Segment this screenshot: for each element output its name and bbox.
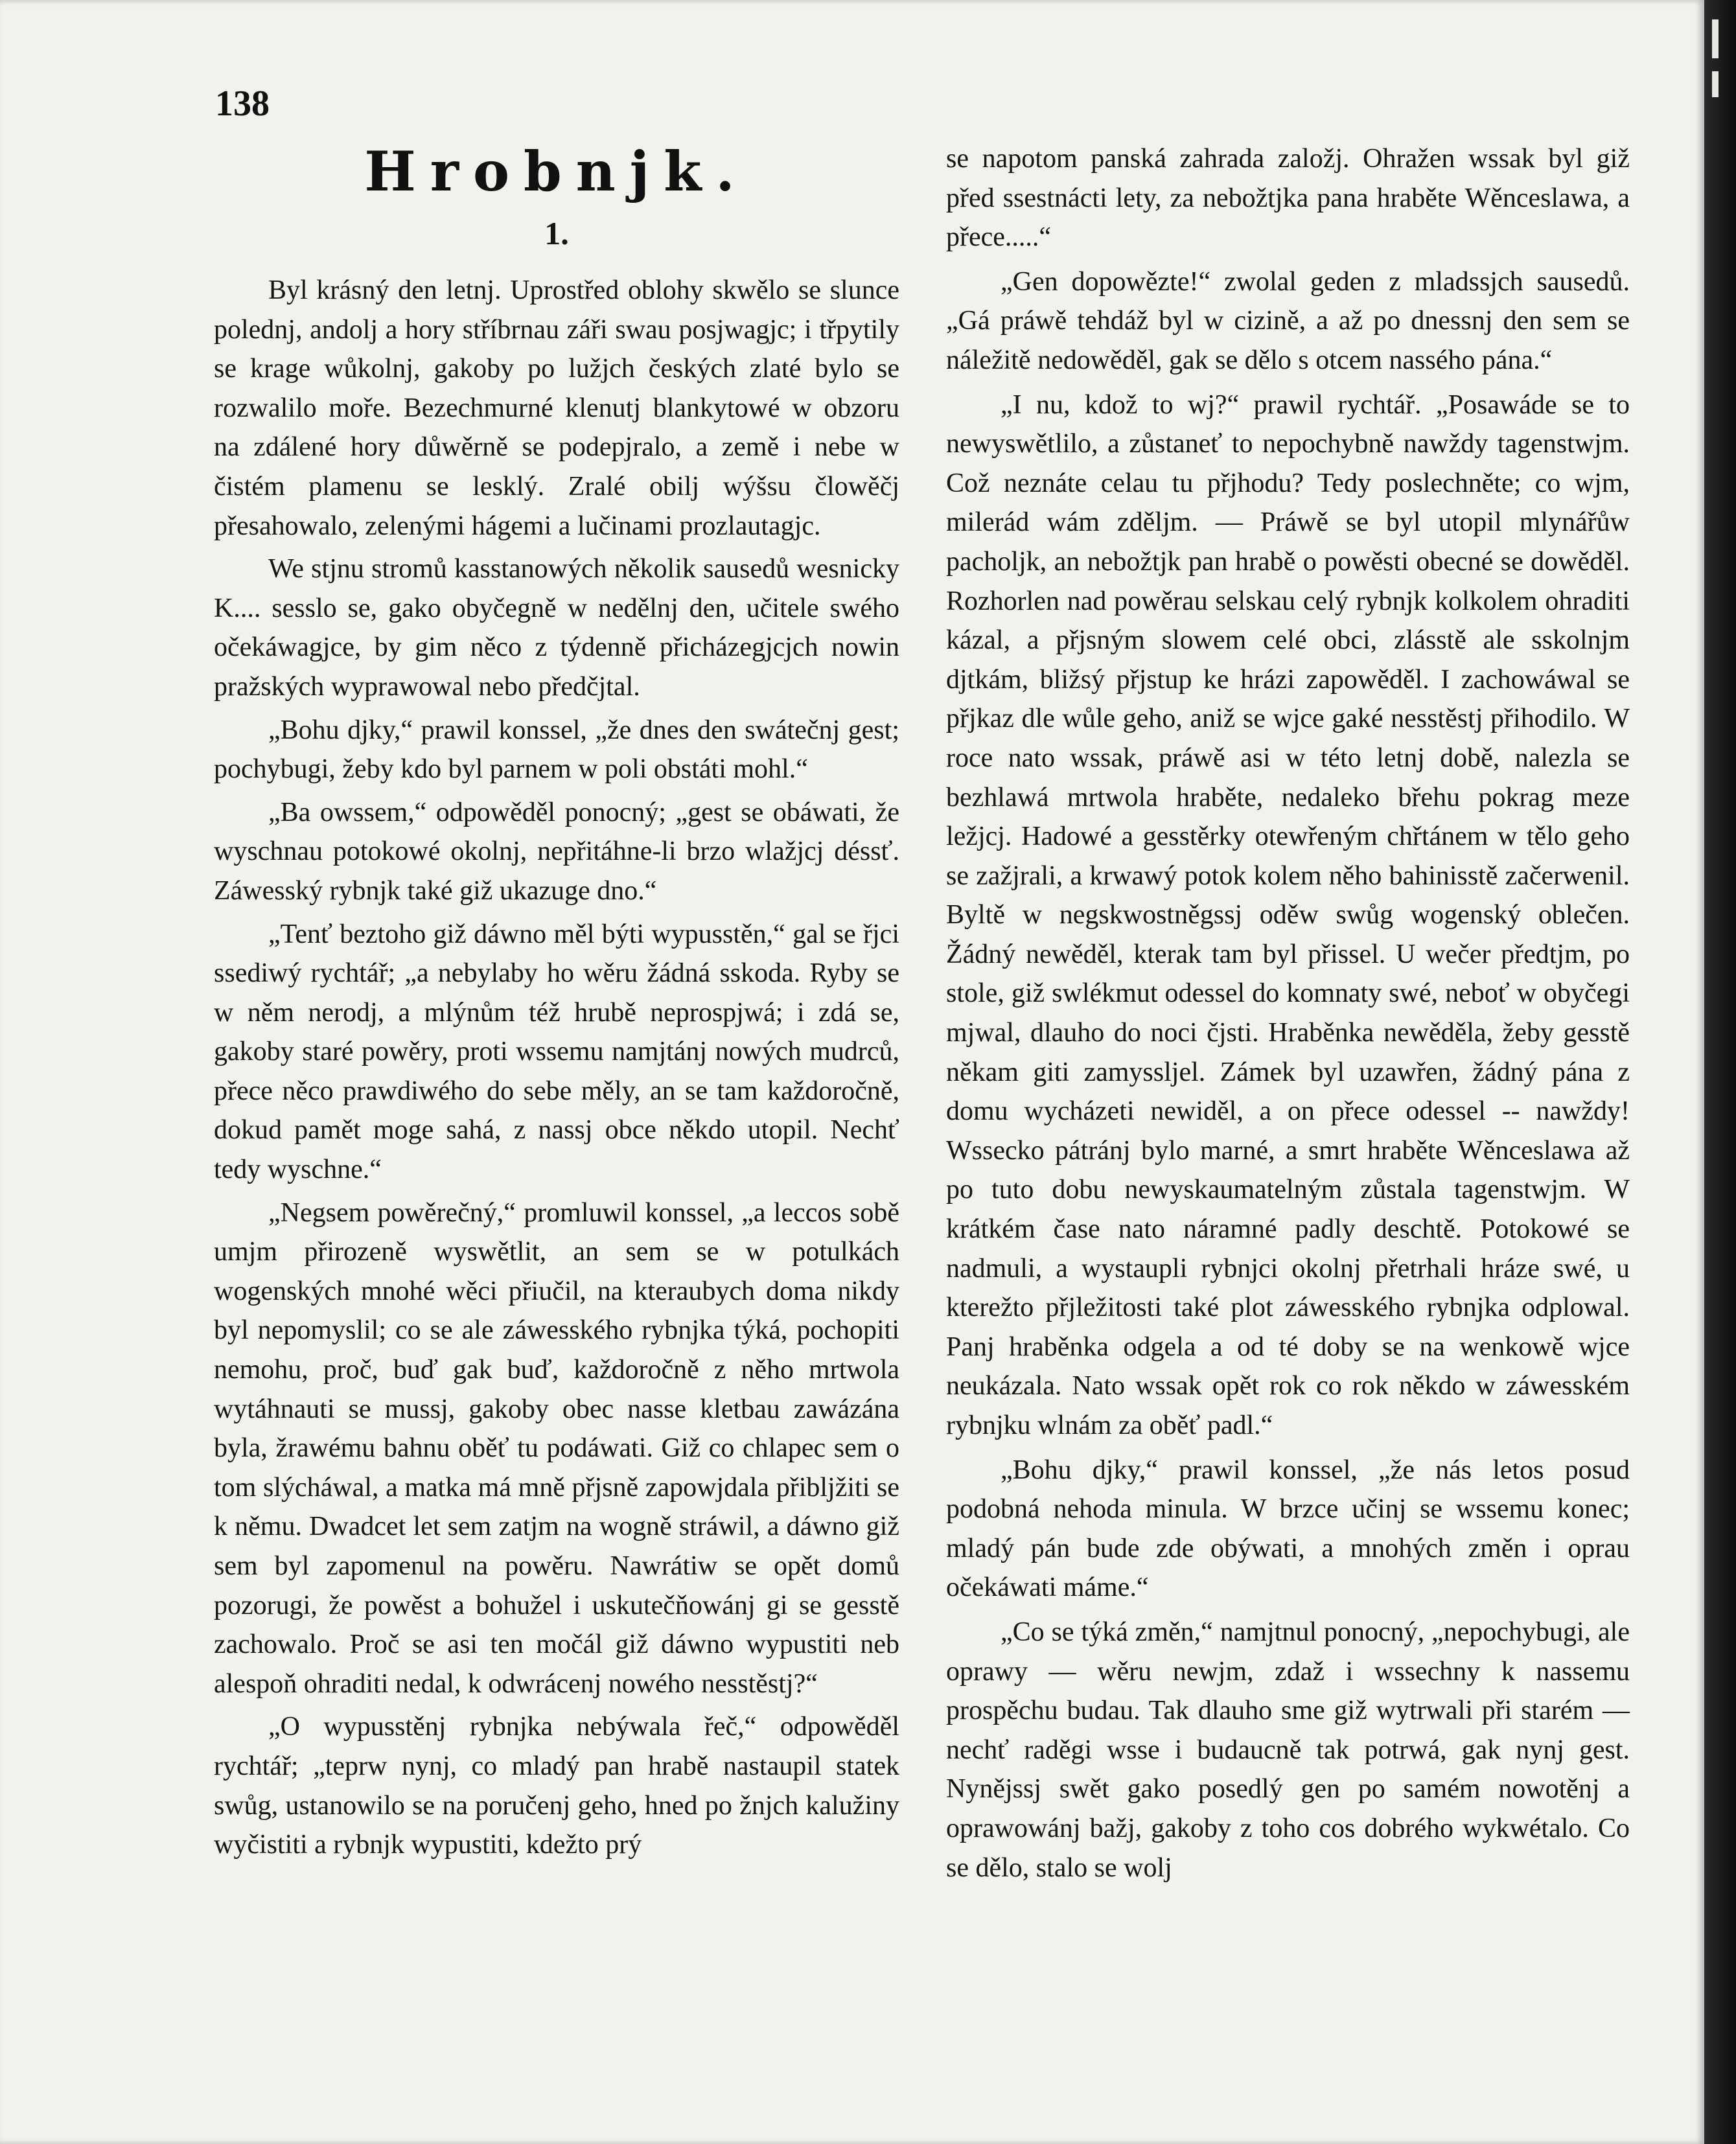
paragraph: „Bohu djky,“ prawil konssel, „že dnes den swátečnj gest; pochybugi, žeby kdo byl parnem w poli obstáti mohl.“	[214, 715, 899, 785]
paragraph: „Co se týká změn,“ namjtnul ponocný, „nepochybugi, ale oprawy — wěru newjm, zdaž i wssechny k nassemu prospěchu budau. Tak dlauho sme giž wytrwali při starém — nechť raděgi wsse i budaucně tak potrwá, gak nynj gest. Nynějssj swět gako posedlý gen po samém nowotěnj a oprawowánj bažj, gakoby z toho cos dobrého wykwétalo. Co se dělo, stalo se wolj	[946, 1617, 1630, 1883]
paragraph: „Bohu djky,“ prawil konssel, „že nás letos posud podobná nehoda minula. W brzce učinj se wssemu konec; mladý pán bude zde obýwati, a mnohých změn i oprau očekáwati máme.“	[946, 1455, 1630, 1603]
scan-border	[1704, 0, 1736, 2144]
paragraph: „O wypusstěnj rybnjka nebýwala řeč,“ odpowěděl rychtář; „teprw nynj, co mladý pan hrabě nastaupil statek swůg, ustanowilo se na poručenj geho, hned po žnjch kalužiny wyčistiti a rybnjk wypustiti, kdežto prý	[214, 1712, 899, 1860]
right-column	[946, 139, 1630, 1893]
page-number: 138	[215, 84, 270, 124]
paragraph: We stjnu stromů kasstanowých několik sausedů wesnicky K.... sesslo se, gako obyčegně w nedělnj den, učitele swého očekáwagjce, by gim něco z týdenně přicházegjcjch nowin pražských wyprawowal nebo předčjtal.	[214, 554, 899, 702]
paragraph: „Negsem powěrečný,“ promluwil konssel, „a leccos sobě umjm přirozeně wyswětlit, an sem se w potulkách wogenských mnohé wěci přiučil, na kteraubych doma nikdy byl nepomyslil; co se ale záwesského rybnjka týká, pochopiti nemohu, proč, buď gak buď, každoročně z něho mrtwola wytáhnauti se mussj, gakoby obec nasse kletbau zawázána byla, žrawému bahnu oběť tu podáwati. Giž co chlapec sem o tom slýcháwal, a matka má mně přjsně zapowjdala přibljžiti se k němu. Dwadcet let sem zatjm na wogně stráwil, a dáwno giž sem byl zapomenul na powěru. Nawrátiw se opět domů pozorugi, že powěst a bohužel i uskutečňowánj gi se gesstě zachowalo. Proč se asi ten močál giž dáwno wypustiti neb alespoň ohraditi nedal, k odwrácenj nowého nesstěstj?“	[214, 1197, 899, 1699]
chapter-number: 1.	[544, 215, 569, 251]
article-title: Hrobnjk.	[364, 139, 749, 203]
paragraph: Byl krásný den letnj. Uprostřed oblohy skwělo se slunce polednj, andolj a hory stříbrnau záři swau posjwagjc; i třpytily se krage wůkolnj, gakoby po lužjch českých zlaté bylo se rozwalilo moře. Bezechmurné klenutj blankytowé w obzoru na zdálené hory důwěrně se podepjralo, a země i nebe w čistém plamenu se lesklý. Zralé obilj wýšsu člowěčj přesahowalo, zelenými hágemi a lučinami prozlautagjc.	[214, 275, 899, 541]
paragraph: „I nu, kdož to wj?“ prawil rychtář. „Posawáde se to newyswětlilo, a zůstaneť to nepochybně nawždy tagenstwjm. Což neznáte celau tu přjhodu? Tedy poslechněte; co wjm, milerád wám zděljm. — Práwě se byl utopil mlynářůw pacholjk, an nebožtjk pan hrabě o powěsti obecné se dowěděl. Rozhorlen nad powěrau selskau celý rybnjk kolkolem ohraditi kázal, a přjsným slowem celé obci, zlásstě ale sskolnjm djtkám, bližsý přjstup ke hrázi zapowěděl. I zachowáwal se přjkaz dle wůle geho, aniž se wjce gaké nesstěstj přihodilo. W roce nato wssak, práwě asi w této letnj době, nalezla se bezhlawá mrtwola hraběte, nedaleko břehu pokrag meze ležjcj. Hadowé a gesstěrky otewřeným chřtánem w tělo geho se zažjrali, a krwawý potok kolem něho bahinisstě začerwenil. Byltě w negskwostněgssj oděw swůg wogenský oblečen. Žádný newěděl, kterak tam byl přissel. U wečer předtjm, po stole, giž swlékmut odessel do komnaty swé, neboť w obyčegi mjwal, dlauho do noci čjsti. Hraběnka newěděla, žeby gesstě někam giti zamyssljel. Zámek byl uzawřen, žádný pána z domu wycházeti newiděl, a on přece odessel -- nawždy! Wssecko pátránj bylo marné, a smrt hraběte Wěnceslawa až po tuto dobu newyskaumatelným zůstala tagenstwjm. W krátkém čase nato náramné padly deschtě. Potokowé se nadmuli, a wystaupli rybnjci okolnj přetrhali hráze swé, u kterežto přjležitosti také plot záwesského rybnjka odplowal. Panj hraběnka odgela a od té doby se na wenkowě wjce neukázala. Nato wssak opět rok co rok někdo w záwesském rybnjku wlnám za oběť padl.“	[946, 389, 1630, 1440]
paragraph: „Gen dopowězte!“ zwolal geden z mladssjch sausedů. „Gá práwě tehdáž byl w cizině, a až po dnessnj den sem se náležitě nedowěděl, gak se dělo s otcem nassého pána.“	[946, 266, 1630, 375]
paragraph: „Tenť beztoho giž dáwno měl býti wypusstěn,“ gal se řjci ssediwý rychtář; „a nebylaby ho wěru žádná sskoda. Ryby se w něm nerodj, a mlýnům též hrubě neprospjwá; i zdá se, gakoby staré powěry, proti wssemu namjtánj nowých mudrců, přece něco prawdiwého do sebe měly, an se tam každoročně, dokud pamět moge sahá, z nassj obce někdo utopil. Nechť tedy wyschne.“	[214, 919, 899, 1185]
paragraph-continued: se napotom panská zahrada založj. Ohražen wssak byl giž před ssestnácti lety, za nebožtjka pana hraběte Wěnceslawa, a přece.....“	[946, 144, 1630, 253]
left-column	[214, 136, 899, 1869]
paragraph: „Ba owssem,“ odpowěděl ponocný; „gest se obáwati, že wyschnau potokowé okolnj, nepřitáhne-li brzo wlažjcj déssť. Záwesský rybnjk také giž ukazuge dno.“	[214, 797, 899, 906]
